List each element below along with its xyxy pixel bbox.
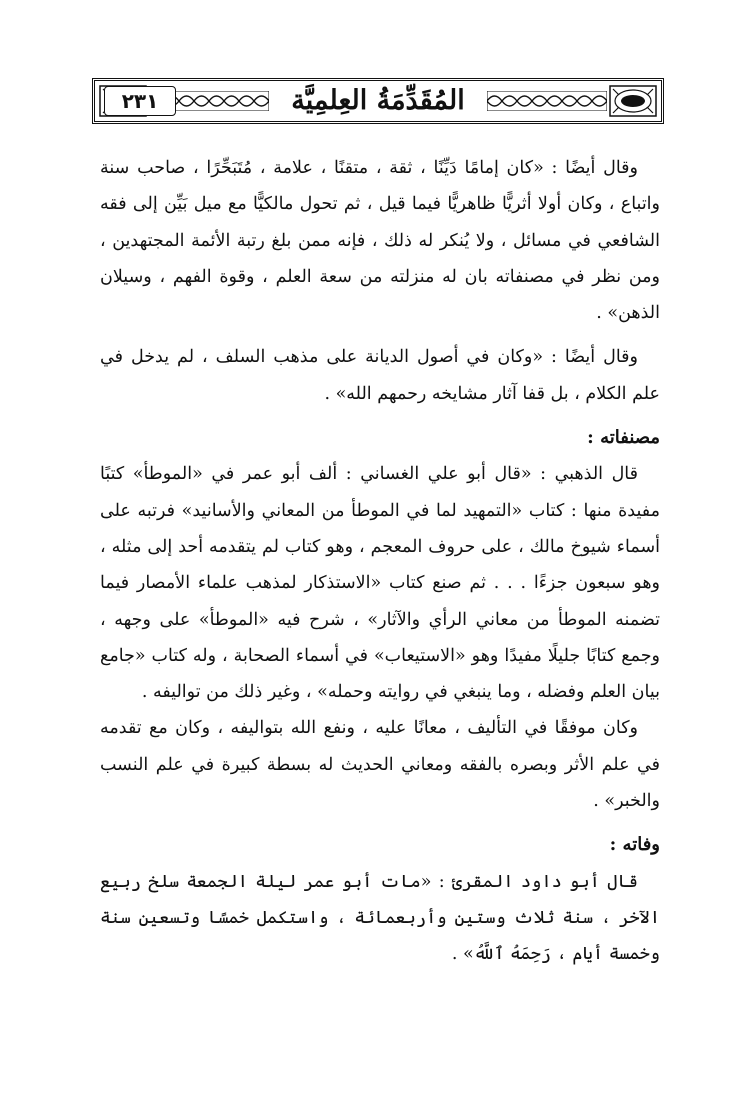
paragraph: قال الذهبي : «قال أبو علي الغساني : ألف أبو عمر في «الموطأ» كتبًا مفيدة منها : كتاب «التمهيد لما في الموطأ من المعاني والأسانيد» فرتبه على أسماء شيوخ مالك ، على حروف المعجم ، وهو كتاب لم يتقدمه أحد إلى مثله ، وهو سبعون جزءًا . . . ثم صنع كتاب «الاستذكار لمذهب علماء الأمصار فيما تضمنه الموطأ من معاني الرأي والآثار» ، شرح فيه «الموطأ» على وجهه ، وجمع كتابًا جليلًا مفيدًا وهو «الاستيعاب» في أسماء الصحابة ، وله كتاب «جامع بيان العلم وفضله ، وما ينبغي في روايته وحمله» ، وغير ذلك من تواليفه . (100, 464, 660, 703)
paragraph: وقال أيضًا : «كان إمامًا دَيِّنًا ، ثقة ، متقنًا ، علامة ، مُتَبَحِّرًا ، صاحب سنة واتباع ، وكان أولا أثريًّا ظاهريًّا فيما قيل ، ثم تحول مالكيًّا مع ميل بَيِّن إلى فقه الشافعي في مسائل ، ولا يُنكر له ذلك ، فإنه ممن بلغ رتبة الأئمة المجتهدين ، ومن نظر في مصنفاته بان له منزلته من سعة العلم ، وقوة الفهم ، وسيلان الذهن» . (100, 158, 660, 324)
decorative-pattern-right-icon (487, 91, 607, 111)
ornament-right-icon (609, 85, 657, 117)
section-heading-works: مصنفاته : (587, 427, 660, 449)
running-title: المُقَدِّمَةُ العِلمِيَّة (277, 83, 478, 119)
page-header (92, 78, 664, 124)
page-body (100, 150, 660, 973)
section-heading-death: وفاته : (609, 834, 660, 856)
page-number: ٢٣١ (104, 86, 176, 116)
paragraph: وقال أيضًا : «وكان في أصول الديانة على مذهب السلف ، لم يدخل في علم الكلام ، بل قفا آثار مشايخه رحمهم الله» . (100, 347, 660, 404)
paragraph: قال أبو داود المقرئ : «مات أبو عمر ليلة الجمعة سلخ ربيع الآخر ، سنة ثلاث وستين وأربعمائة ، واستكمل خمسًا وتسعين سنة وخمسة أيام ، رَحِمَهُ ٱللَّهُ» . (100, 871, 660, 965)
paragraph: وكان موفقًا في التأليف ، معانًا عليه ، ونفع الله بتواليفه ، وكان مع تقدمه في علم الأثر وبصره بالفقه ومعاني الحديث له بسطة كبيرة في علم النسب والخبر» . (100, 718, 660, 812)
